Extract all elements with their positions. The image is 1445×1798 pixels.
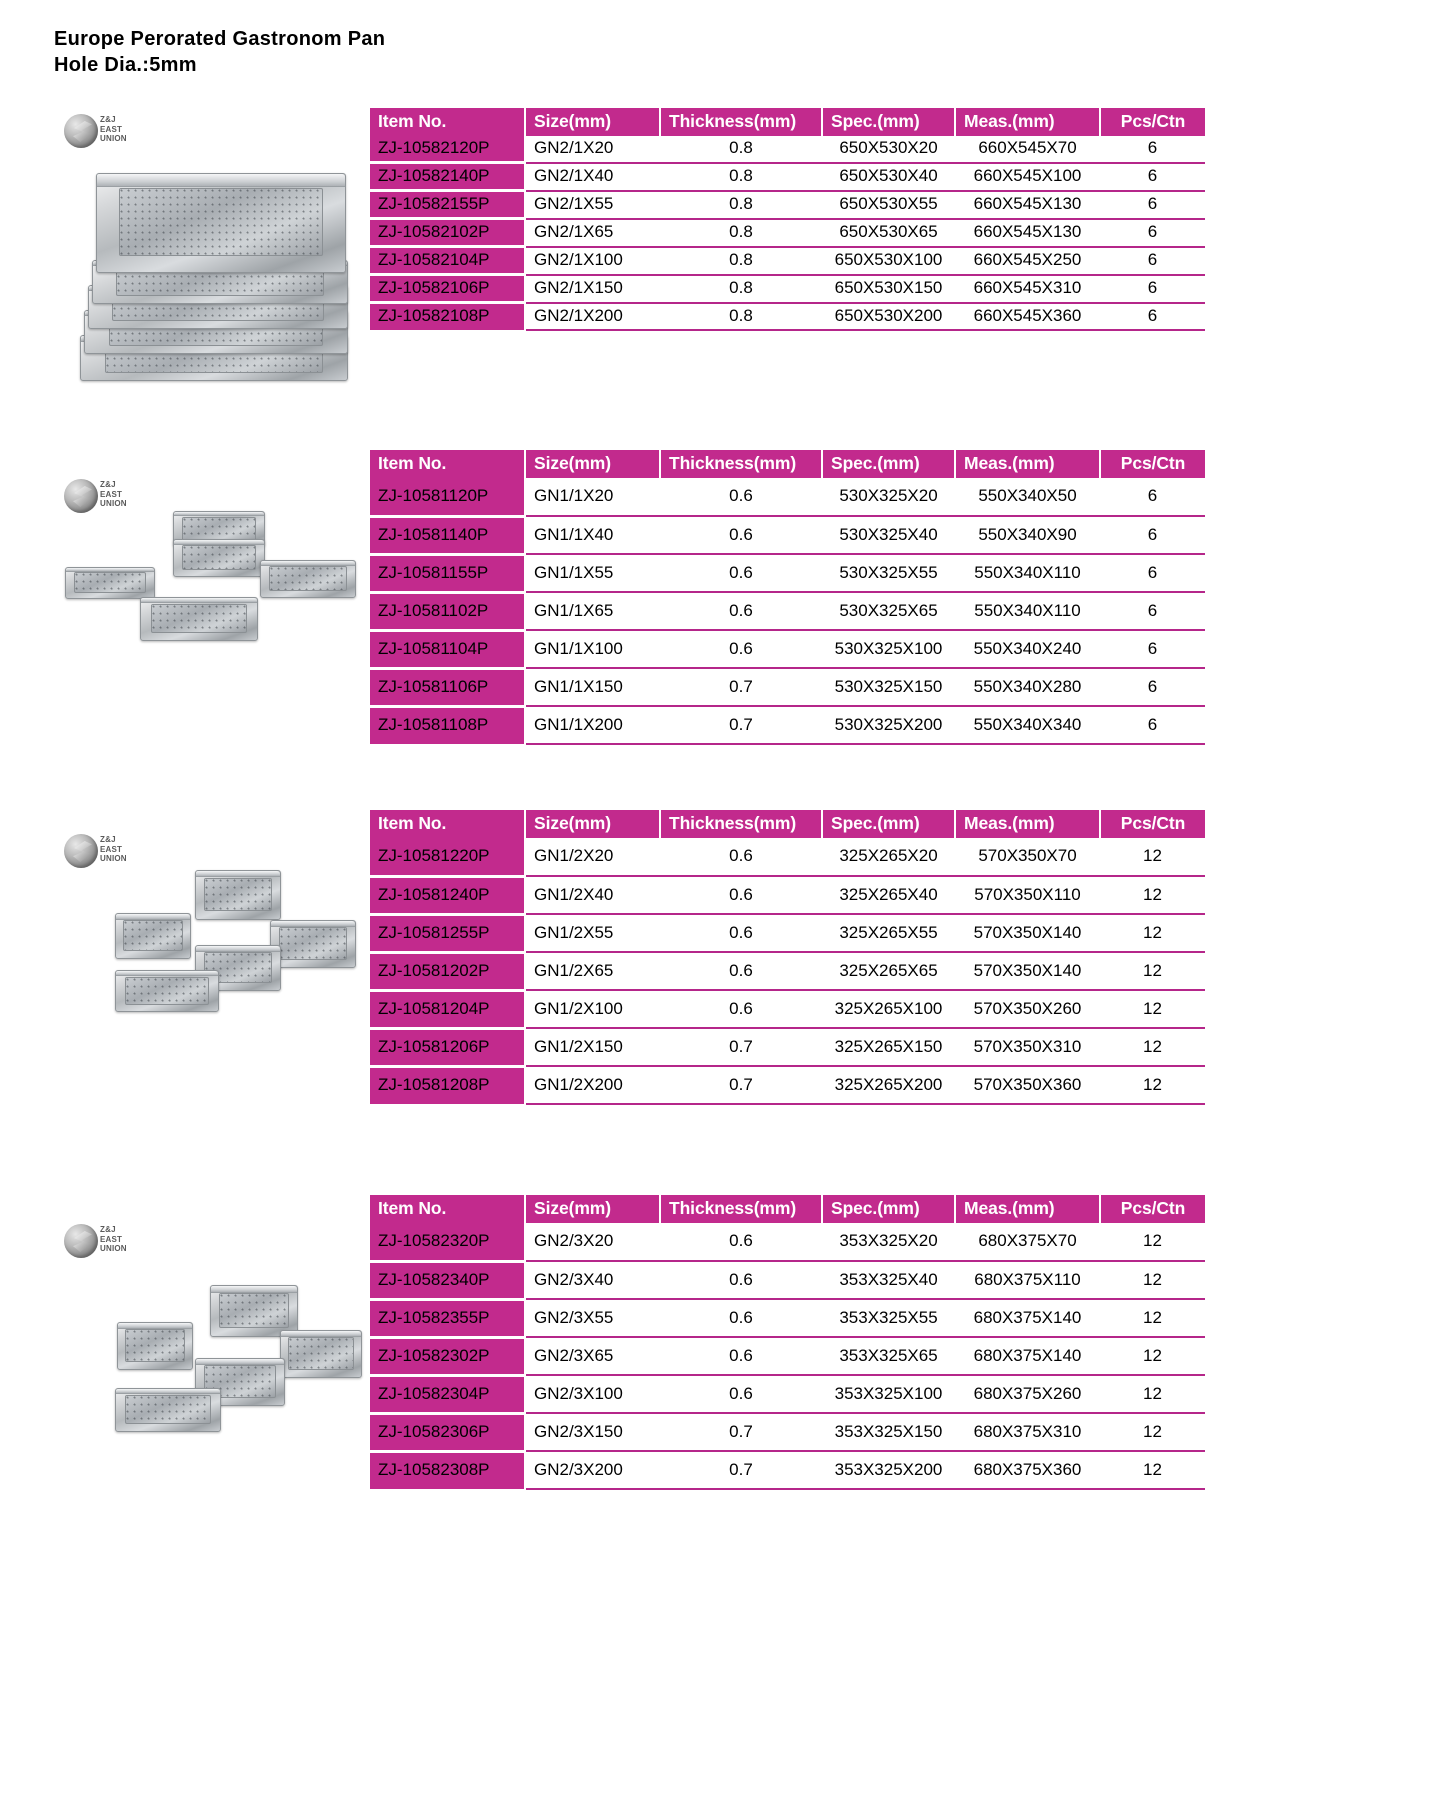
cell-thickness: 0.6 — [660, 478, 822, 516]
cell-item-no: ZJ-10581104P — [370, 630, 525, 668]
table-header-row — [370, 1195, 1205, 1223]
cell-thickness: 0.6 — [660, 516, 822, 554]
cell-size: GN2/1X100 — [525, 247, 660, 275]
cell-meas: 570X350X260 — [955, 990, 1100, 1028]
table-header-row — [370, 108, 1205, 136]
cell-thickness: 0.7 — [660, 1413, 822, 1451]
cell-item-no: ZJ-10582108P — [370, 303, 525, 330]
spec-table-gn2-3 — [370, 1195, 1205, 1490]
cell-size: GN2/3X65 — [525, 1337, 660, 1375]
table-row — [370, 247, 1205, 275]
cell-size: GN2/1X200 — [525, 303, 660, 330]
cell-pcs-ctn: 6 — [1100, 163, 1205, 191]
cell-pcs-ctn: 6 — [1100, 247, 1205, 275]
logo-line-2: EAST — [100, 1234, 123, 1244]
page-title-line-1: Europe Perorated Gastronom Pan — [54, 28, 386, 50]
cell-spec: 325X265X65 — [822, 952, 955, 990]
cell-spec: 650X530X150 — [822, 275, 955, 303]
logo-text — [100, 115, 127, 144]
cell-thickness: 0.6 — [660, 1375, 822, 1413]
cell-thickness: 0.8 — [660, 247, 822, 275]
table-row — [370, 1028, 1205, 1066]
cell-item-no: ZJ-10581108P — [370, 706, 525, 744]
cell-item-no: ZJ-10582120P — [370, 136, 525, 163]
cell-pcs-ctn: 12 — [1100, 1375, 1205, 1413]
logo-line-1: Z&J — [100, 480, 116, 489]
cell-thickness: 0.8 — [660, 303, 822, 330]
cell-item-no: ZJ-10582304P — [370, 1375, 525, 1413]
cell-size: GN1/1X40 — [525, 516, 660, 554]
cell-size: GN1/1X150 — [525, 668, 660, 706]
cell-spec: 530X325X65 — [822, 592, 955, 630]
table-row — [370, 1375, 1205, 1413]
cell-thickness: 0.7 — [660, 1066, 822, 1104]
cell-meas: 660X545X130 — [955, 219, 1100, 247]
cell-size: GN2/3X40 — [525, 1261, 660, 1299]
cell-item-no: ZJ-10581106P — [370, 668, 525, 706]
cell-item-no: ZJ-10581102P — [370, 592, 525, 630]
col-header-item-no: Item No. — [370, 108, 525, 136]
cell-meas: 660X545X70 — [955, 136, 1100, 163]
cell-thickness: 0.6 — [660, 1223, 822, 1261]
cell-item-no: ZJ-10582140P — [370, 163, 525, 191]
table-row — [370, 952, 1205, 990]
table-row — [370, 838, 1205, 876]
cell-spec: 353X325X65 — [822, 1337, 955, 1375]
cell-meas: 680X375X110 — [955, 1261, 1100, 1299]
cell-size: GN1/2X20 — [525, 838, 660, 876]
table-header-row — [370, 810, 1205, 838]
table-row — [370, 191, 1205, 219]
cell-item-no: ZJ-10582320P — [370, 1223, 525, 1261]
cell-pcs-ctn: 6 — [1100, 592, 1205, 630]
cell-pcs-ctn: 6 — [1100, 668, 1205, 706]
table-row — [370, 1261, 1205, 1299]
cell-meas: 550X340X240 — [955, 630, 1100, 668]
col-header-spec: Spec.(mm) — [822, 810, 955, 838]
page-title-line-2: Hole Dia.:5mm — [54, 54, 197, 76]
cell-thickness: 0.6 — [660, 952, 822, 990]
product-photo-gn2-3 — [55, 1280, 365, 1455]
table-row — [370, 163, 1205, 191]
cell-pcs-ctn: 12 — [1100, 1066, 1205, 1104]
cell-thickness: 0.8 — [660, 275, 822, 303]
cell-size: GN1/2X40 — [525, 876, 660, 914]
globe-icon — [64, 114, 98, 148]
cell-meas: 570X350X70 — [955, 838, 1100, 876]
cell-meas: 660X545X100 — [955, 163, 1100, 191]
cell-spec: 353X325X55 — [822, 1299, 955, 1337]
cell-spec: 325X265X150 — [822, 1028, 955, 1066]
table-row — [370, 516, 1205, 554]
brand-logo — [60, 1220, 152, 1266]
cell-thickness: 0.6 — [660, 592, 822, 630]
cell-thickness: 0.8 — [660, 191, 822, 219]
cell-spec: 530X325X100 — [822, 630, 955, 668]
cell-thickness: 0.6 — [660, 838, 822, 876]
spec-table-gn1-1 — [370, 450, 1205, 745]
cell-pcs-ctn: 12 — [1100, 1028, 1205, 1066]
col-header-thickness: Thickness(mm) — [660, 450, 822, 478]
cell-pcs-ctn: 12 — [1100, 1413, 1205, 1451]
cell-size: GN2/3X200 — [525, 1451, 660, 1489]
cell-meas: 550X340X340 — [955, 706, 1100, 744]
cell-size: GN2/3X150 — [525, 1413, 660, 1451]
cell-thickness: 0.8 — [660, 163, 822, 191]
cell-pcs-ctn: 12 — [1100, 952, 1205, 990]
cell-thickness: 0.6 — [660, 990, 822, 1028]
cell-size: GN1/2X55 — [525, 914, 660, 952]
col-header-item-no: Item No. — [370, 1195, 525, 1223]
cell-meas: 680X375X140 — [955, 1299, 1100, 1337]
logo-line-3: UNION — [100, 1244, 127, 1253]
cell-spec: 325X265X40 — [822, 876, 955, 914]
cell-spec: 353X325X200 — [822, 1451, 955, 1489]
cell-meas: 550X340X50 — [955, 478, 1100, 516]
col-header-meas: Meas.(mm) — [955, 108, 1100, 136]
globe-icon — [64, 834, 98, 868]
logo-line-3: UNION — [100, 854, 127, 863]
logo-line-1: Z&J — [100, 115, 116, 124]
cell-meas: 660X545X250 — [955, 247, 1100, 275]
cell-thickness: 0.6 — [660, 554, 822, 592]
cell-spec: 530X325X150 — [822, 668, 955, 706]
cell-meas: 680X375X310 — [955, 1413, 1100, 1451]
cell-size: GN1/2X65 — [525, 952, 660, 990]
cell-size: GN2/1X20 — [525, 136, 660, 163]
col-header-meas: Meas.(mm) — [955, 1195, 1100, 1223]
cell-pcs-ctn: 12 — [1100, 1451, 1205, 1489]
logo-line-1: Z&J — [100, 835, 116, 844]
logo-line-3: UNION — [100, 134, 127, 143]
table-row — [370, 1066, 1205, 1104]
cell-size: GN1/2X100 — [525, 990, 660, 1028]
cell-pcs-ctn: 12 — [1100, 990, 1205, 1028]
cell-thickness: 0.6 — [660, 914, 822, 952]
cell-spec: 325X265X55 — [822, 914, 955, 952]
cell-pcs-ctn: 6 — [1100, 219, 1205, 247]
col-header-size: Size(mm) — [525, 450, 660, 478]
cell-thickness: 0.7 — [660, 1028, 822, 1066]
table-row — [370, 668, 1205, 706]
globe-icon — [64, 1224, 98, 1258]
cell-item-no: ZJ-10581140P — [370, 516, 525, 554]
table-row — [370, 275, 1205, 303]
cell-spec: 353X325X100 — [822, 1375, 955, 1413]
cell-item-no: ZJ-10581155P — [370, 554, 525, 592]
cell-spec: 325X265X20 — [822, 838, 955, 876]
col-header-pcs-ctn: Pcs/Ctn — [1100, 450, 1205, 478]
cell-pcs-ctn: 12 — [1100, 914, 1205, 952]
cell-meas: 550X340X110 — [955, 592, 1100, 630]
col-header-thickness: Thickness(mm) — [660, 108, 822, 136]
cell-size: GN2/1X150 — [525, 275, 660, 303]
cell-meas: 570X350X110 — [955, 876, 1100, 914]
spec-table-gn1-2 — [370, 810, 1205, 1105]
cell-item-no: ZJ-10581204P — [370, 990, 525, 1028]
table-row — [370, 706, 1205, 744]
table-row — [370, 303, 1205, 330]
cell-meas: 570X350X310 — [955, 1028, 1100, 1066]
col-header-meas: Meas.(mm) — [955, 450, 1100, 478]
cell-size: GN1/1X55 — [525, 554, 660, 592]
cell-pcs-ctn: 6 — [1100, 275, 1205, 303]
logo-line-3: UNION — [100, 499, 127, 508]
brand-logo — [60, 110, 152, 156]
table-row — [370, 1337, 1205, 1375]
table-row — [370, 1413, 1205, 1451]
col-header-size: Size(mm) — [525, 108, 660, 136]
cell-spec: 650X530X65 — [822, 219, 955, 247]
logo-line-2: EAST — [100, 489, 123, 499]
cell-item-no: ZJ-10582104P — [370, 247, 525, 275]
cell-size: GN2/3X20 — [525, 1223, 660, 1261]
cell-thickness: 0.8 — [660, 219, 822, 247]
cell-meas: 550X340X280 — [955, 668, 1100, 706]
logo-text — [100, 835, 127, 864]
cell-thickness: 0.7 — [660, 1451, 822, 1489]
cell-thickness: 0.7 — [660, 706, 822, 744]
cell-item-no: ZJ-10581202P — [370, 952, 525, 990]
cell-pcs-ctn: 6 — [1100, 478, 1205, 516]
product-photo-gn1-1 — [55, 505, 365, 655]
product-photo-gn2-1 — [72, 165, 362, 425]
cell-item-no: ZJ-10582355P — [370, 1299, 525, 1337]
table-row — [370, 1451, 1205, 1489]
cell-pcs-ctn: 12 — [1100, 1223, 1205, 1261]
cell-pcs-ctn: 6 — [1100, 136, 1205, 163]
cell-thickness: 0.6 — [660, 1337, 822, 1375]
cell-meas: 570X350X140 — [955, 952, 1100, 990]
cell-meas: 550X340X90 — [955, 516, 1100, 554]
cell-thickness: 0.6 — [660, 630, 822, 668]
table-row — [370, 478, 1205, 516]
cell-size: GN2/1X55 — [525, 191, 660, 219]
col-header-meas: Meas.(mm) — [955, 810, 1100, 838]
cell-size: GN1/1X65 — [525, 592, 660, 630]
table-row — [370, 1223, 1205, 1261]
cell-item-no: ZJ-10582106P — [370, 275, 525, 303]
cell-pcs-ctn: 12 — [1100, 1337, 1205, 1375]
cell-thickness: 0.6 — [660, 1299, 822, 1337]
logo-line-2: EAST — [100, 844, 123, 854]
cell-meas: 680X375X260 — [955, 1375, 1100, 1413]
cell-spec: 650X530X20 — [822, 136, 955, 163]
col-header-size: Size(mm) — [525, 1195, 660, 1223]
col-header-spec: Spec.(mm) — [822, 450, 955, 478]
cell-spec: 530X325X200 — [822, 706, 955, 744]
cell-pcs-ctn: 6 — [1100, 303, 1205, 330]
cell-item-no: ZJ-10582302P — [370, 1337, 525, 1375]
cell-pcs-ctn: 6 — [1100, 554, 1205, 592]
cell-item-no: ZJ-10582308P — [370, 1451, 525, 1489]
col-header-size: Size(mm) — [525, 810, 660, 838]
logo-line-1: Z&J — [100, 1225, 116, 1234]
cell-item-no: ZJ-10581255P — [370, 914, 525, 952]
col-header-pcs-ctn: Pcs/Ctn — [1100, 810, 1205, 838]
page-title — [54, 26, 385, 78]
cell-meas: 680X375X140 — [955, 1337, 1100, 1375]
product-photo-gn1-2 — [55, 865, 365, 1035]
cell-pcs-ctn: 12 — [1100, 1299, 1205, 1337]
cell-pcs-ctn: 6 — [1100, 191, 1205, 219]
col-header-spec: Spec.(mm) — [822, 1195, 955, 1223]
cell-meas: 660X545X310 — [955, 275, 1100, 303]
table-row — [370, 876, 1205, 914]
cell-spec: 353X325X20 — [822, 1223, 955, 1261]
logo-line-2: EAST — [100, 124, 123, 134]
cell-item-no: ZJ-10581208P — [370, 1066, 525, 1104]
cell-item-no: ZJ-10581206P — [370, 1028, 525, 1066]
cell-meas: 660X545X130 — [955, 191, 1100, 219]
cell-thickness: 0.8 — [660, 136, 822, 163]
cell-item-no: ZJ-10582102P — [370, 219, 525, 247]
cell-pcs-ctn: 12 — [1100, 876, 1205, 914]
cell-size: GN1/1X20 — [525, 478, 660, 516]
cell-item-no: ZJ-10581220P — [370, 838, 525, 876]
logo-text — [100, 1225, 127, 1254]
table-row — [370, 136, 1205, 163]
table-row — [370, 630, 1205, 668]
cell-spec: 530X325X20 — [822, 478, 955, 516]
table-row — [370, 554, 1205, 592]
cell-size: GN2/3X55 — [525, 1299, 660, 1337]
col-header-thickness: Thickness(mm) — [660, 810, 822, 838]
cell-pcs-ctn: 6 — [1100, 706, 1205, 744]
col-header-spec: Spec.(mm) — [822, 108, 955, 136]
cell-size: GN2/1X65 — [525, 219, 660, 247]
cell-spec: 650X530X100 — [822, 247, 955, 275]
cell-spec: 650X530X200 — [822, 303, 955, 330]
cell-spec: 650X530X40 — [822, 163, 955, 191]
table-row — [370, 914, 1205, 952]
cell-spec: 353X325X150 — [822, 1413, 955, 1451]
cell-meas: 570X350X360 — [955, 1066, 1100, 1104]
cell-size: GN1/1X200 — [525, 706, 660, 744]
col-header-item-no: Item No. — [370, 450, 525, 478]
cell-meas: 680X375X70 — [955, 1223, 1100, 1261]
cell-pcs-ctn: 6 — [1100, 516, 1205, 554]
cell-item-no: ZJ-10582340P — [370, 1261, 525, 1299]
cell-spec: 650X530X55 — [822, 191, 955, 219]
cell-spec: 530X325X40 — [822, 516, 955, 554]
cell-meas: 680X375X360 — [955, 1451, 1100, 1489]
table-row — [370, 219, 1205, 247]
spec-table-gn2-1 — [370, 108, 1205, 331]
table-row — [370, 1299, 1205, 1337]
table-row — [370, 990, 1205, 1028]
cell-thickness: 0.7 — [660, 668, 822, 706]
cell-size: GN1/2X200 — [525, 1066, 660, 1104]
cell-thickness: 0.6 — [660, 1261, 822, 1299]
cell-item-no: ZJ-10582155P — [370, 191, 525, 219]
cell-spec: 325X265X100 — [822, 990, 955, 1028]
cell-spec: 353X325X40 — [822, 1261, 955, 1299]
cell-thickness: 0.6 — [660, 876, 822, 914]
cell-meas: 660X545X360 — [955, 303, 1100, 330]
table-row — [370, 592, 1205, 630]
cell-size: GN2/1X40 — [525, 163, 660, 191]
cell-spec: 530X325X55 — [822, 554, 955, 592]
col-header-pcs-ctn: Pcs/Ctn — [1100, 108, 1205, 136]
cell-item-no: ZJ-10581240P — [370, 876, 525, 914]
cell-pcs-ctn: 12 — [1100, 1261, 1205, 1299]
cell-item-no: ZJ-10582306P — [370, 1413, 525, 1451]
col-header-item-no: Item No. — [370, 810, 525, 838]
cell-meas: 550X340X110 — [955, 554, 1100, 592]
cell-size: GN2/3X100 — [525, 1375, 660, 1413]
cell-item-no: ZJ-10581120P — [370, 478, 525, 516]
col-header-pcs-ctn: Pcs/Ctn — [1100, 1195, 1205, 1223]
table-header-row — [370, 450, 1205, 478]
cell-spec: 325X265X200 — [822, 1066, 955, 1104]
cell-size: GN1/2X150 — [525, 1028, 660, 1066]
col-header-thickness: Thickness(mm) — [660, 1195, 822, 1223]
cell-pcs-ctn: 12 — [1100, 838, 1205, 876]
cell-meas: 570X350X140 — [955, 914, 1100, 952]
cell-pcs-ctn: 6 — [1100, 630, 1205, 668]
cell-size: GN1/1X100 — [525, 630, 660, 668]
